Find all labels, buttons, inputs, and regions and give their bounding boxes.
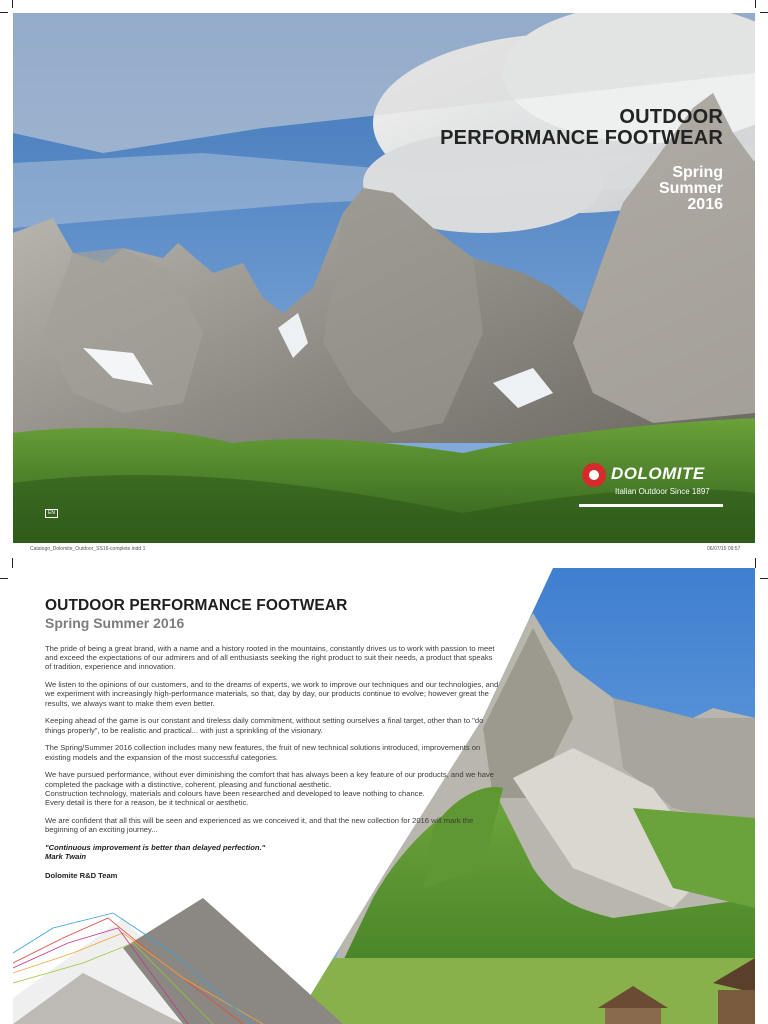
quote-text: "Continuous improvement is better than delayed perfection." <box>45 842 266 852</box>
cover-title <box>440 107 723 149</box>
season-line1: Spring <box>672 164 723 181</box>
intro-page <box>13 568 755 1024</box>
brand-underline <box>579 504 723 507</box>
crop-mark <box>12 558 13 568</box>
crop-mark <box>760 12 768 13</box>
brand-name: DOLOMITE <box>611 464 705 483</box>
quote-block <box>45 843 500 861</box>
cover-page <box>13 13 755 543</box>
intro-paragraph: We are confident that all this will be seen and experienced as we conceived it, and that the new collection for 2016 will mark the beginning of an exciting journey... <box>45 815 474 835</box>
quote-author: Mark Twain <box>45 852 87 862</box>
crop-mark <box>755 558 756 568</box>
season-line2: Summer <box>658 180 723 197</box>
crop-mark <box>12 0 13 8</box>
intro-paragraph: The Spring/Summer 2016 collection includes many new features, the fruit of new technical solutions introduced, improvements on existing models and the expansion of the most successful categories. <box>45 743 481 762</box>
intro-body <box>45 644 500 889</box>
crop-mark <box>0 12 8 13</box>
crop-mark <box>0 578 8 579</box>
season-line3: 2016 <box>687 196 723 213</box>
cover-title-line2: PERFORMANCE FOOTWEAR <box>440 127 723 149</box>
crop-mark <box>755 0 756 8</box>
intro-paragraph: Keeping ahead of the game is our constant and tireless daily commitment, without setting ourselves a final target, other than to "do things properly", to be realistic and practical... with just a sprinkling of the visionary. <box>45 716 484 735</box>
crop-mark <box>760 578 768 579</box>
signature: Dolomite R&D Team <box>45 871 118 881</box>
language-badge: EN <box>45 509 58 518</box>
brand-tagline: Italian Outdoor Since 1897 <box>615 487 710 496</box>
cover-season <box>659 165 723 213</box>
intro-paragraph: We have pursued performance, without ever diminishing the comfort that has always been a key feature of our products, and we have completed the package with a distinctive, coherent, pleasing and functional aesthetic. Construction technology, materials and colours have been researched and developed to leave nothing to chance. Every detail is there for a reason, be it technical or aesthetic. <box>45 770 494 808</box>
print-slug-stamp: 06/07/15 09:57 <box>707 546 741 552</box>
intro-subheading: Spring Summer 2016 <box>45 615 185 631</box>
cover-title-line1: OUTDOOR <box>619 106 723 128</box>
intro-paragraph: We listen to the opinions of our customers, and to the dreams of experts, we work to improve our techniques and our technologies, and we experiment with increasingly high-performance materials, so that, day by day, our products continue to evolve; however great the results, we always want to make them even better. <box>45 680 499 708</box>
intro-heading: OUTDOOR PERFORMANCE FOOTWEAR <box>45 597 348 614</box>
intro-paragraph: The pride of being a great brand, with a name and a history rooted in the mountains, constantly drives us to work with passion to meet and exceed the expectations of our admirers and of all enthusiasts seeking the right product to suit their needs, a product that speaks of tradition, experience and innovation. <box>45 644 495 672</box>
print-slug-file: Catalogo_Dolomite_Outdoor_SS16-complete.indd 1 <box>30 546 146 552</box>
